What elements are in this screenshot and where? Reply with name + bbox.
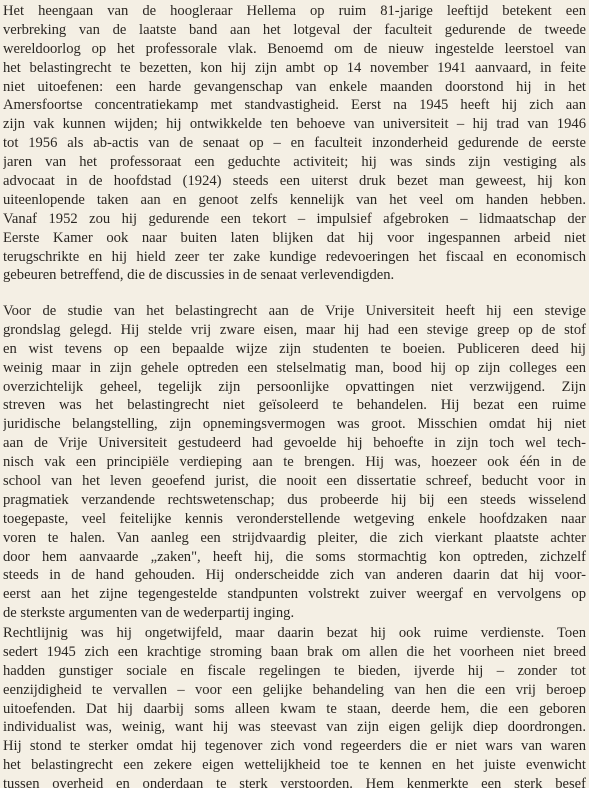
text-line: gebeuren betreffend, die de discussies in de senaat verlevendigden. [3, 267, 395, 284]
text-line: tot 1956 als ab-actis van de senaat op – en faculteit inzonderheid gedurende de eerste [3, 135, 586, 152]
text-line: Het heengaan van de hoogleraar Hellema op ruim 81-jarige leeftijd betekent een [3, 3, 586, 19]
text-line: weinig maar in zijn gehele optreden een stelselmatig man, bood hij op zijn colleges een [3, 359, 586, 376]
text-line: sedert 1945 zich een krachtige stroming baan brak om allen die het voorheen niet breed [3, 643, 586, 660]
text-line: Amersfoortse concentratiekamp met standvastigheid. Eerst na 1945 heeft hij zich aan [3, 97, 586, 114]
paragraph [3, 302, 586, 623]
text-line: steeds in de hand gehouden. Hij onderscheidde zich van anderen daarin dat hij voor- [3, 567, 586, 584]
text-line: uiteenlopende taken aan en genoot zelfs kennelijk van het veel om handen hebben. [3, 191, 586, 208]
text-line: individualist was, weinig, want hij was steevast van zijn eigen gelijk diep doordrongen. [3, 719, 586, 736]
text-line: advocaat in de hoofdstad (1924) steeds een uiterst druk bezet man geweest, hij kon [3, 173, 586, 190]
text-line: nisch vak een principiële verdieping aan te brengen. Hij was, hoezeer ook één in de [3, 454, 586, 471]
text-line: Hij stond te sterker omdat hij tegenover zich vond regeerders die er niet wars van waren [3, 738, 586, 755]
paragraph [3, 2, 586, 285]
text-line: niet uitoefenen: een harde gevangenschap van enkele maanden doorstond hij in het [3, 78, 586, 95]
text-line: jaren van het professoraat een geduchte activiteit; hij was sinds zijn vestiging als [3, 154, 586, 171]
text-line: voren te halen. Van aanleg een strijdvaardig pleiter, die zich vierkant plaatste achter [3, 529, 586, 546]
text-line: het belastingrecht een zekere eigen wettelijkheid toe te kennen en het juiste evenwicht [3, 757, 586, 774]
text-line: door hem aanvaarde „zaken", heeft hij, die soms stormachtig kon optreden, zichzelf [3, 548, 586, 565]
paragraph [3, 624, 586, 788]
text-line: pragmatiek verzandende rechtswetenschap; dus probeerde hij bij een steeds wisselend [3, 491, 586, 508]
text-line: eenzijdigheid te vervallen – voor een gelijke behandeling van hen die een vrij beroep [3, 681, 586, 698]
text-line: eerst aan het zijne tegengestelde standpunten volstrekt zuiver weergaf en vervolgens op [3, 586, 586, 603]
text-line: overzichtelijk geheel, tegelijk zijn persoonlijke opvattingen niet verzwijgend. Zijn [3, 378, 586, 395]
text-line: wereldoorlog op het professorale vlak. Benoemd om de nieuw ingestelde leerstoel van [3, 40, 586, 57]
text-line: uitoefenden. Dat hij daarbij soms alleen kwam te staan, deerde hem, die een geboren [3, 700, 586, 717]
text-line: en wist tevens op een bepaalde wijze zijn studenten te boeien. Publiceren deed hij [3, 340, 586, 357]
text-line: de sterkste argumenten van de wederpartij inging. [3, 605, 295, 622]
text-line: Rechtlijnig was hij ongetwijfeld, maar daarin bezat hij ook ruime verdienste. Toen [3, 625, 586, 641]
text-line: Eerste Kamer ook naar buiten laten blijken dat hij voor ingespannen arbeid niet [3, 229, 586, 246]
text-line: juridische belangstelling, zijn opnemingsvermogen was groot. Misschien omdat hij niet [3, 416, 586, 433]
text-line: het belastingrecht te bezetten, kon hij zijn ambt op 14 november 1941 aanvaard, in feite [3, 59, 586, 76]
text-line: Vanaf 1952 zou hij gedurende een tekort – impulsief afgebroken – lidmaatschap der [3, 210, 586, 227]
text-line: Voor de studie van het belastingrecht aan de Vrije Universiteit heeft hij een stevige [3, 303, 586, 319]
text-line: terugschrikte en hij hield zeer ter zake kundige redevoeringen het fiscaal en economisch [3, 248, 586, 265]
text-line: grondslag gelegd. Hij stelde vrij zware eisen, maar hij had een stevige greep op de stof [3, 321, 586, 338]
text-line: verbreking van de laatste band aan het lotgeval der faculteit gedurende de tweede [3, 21, 586, 38]
text-line: school van het leven geoefend jurist, die nooit een dissertatie schreef, beducht voor in [3, 473, 586, 490]
text-line: tussen overheid en onderdaan te sterk verstoorden. Hem kenmerkte een sterk besef [3, 776, 586, 788]
text-line: toegepaste, veel feitelijke kennis veronderstellende wetgeving enkele hoofdzaken naar [3, 510, 586, 527]
text-line: zijn vak kunnen wijden; hij ontwikkelde ten behoeve van universiteit – hij trad van 1946 [3, 116, 586, 133]
text-line: streven was het belastingrecht niet geïsoleerd te behandelen. Hij bezat een ruime [3, 397, 586, 414]
text-line: aan de Vrije Universiteit gestudeerd had gevoelde hij behoefte in zijn toch wel tech- [3, 435, 586, 452]
text-line: hadden gunstiger sociale en fiscale regelingen te bieden, ijverde hij – zonder tot [3, 662, 586, 679]
